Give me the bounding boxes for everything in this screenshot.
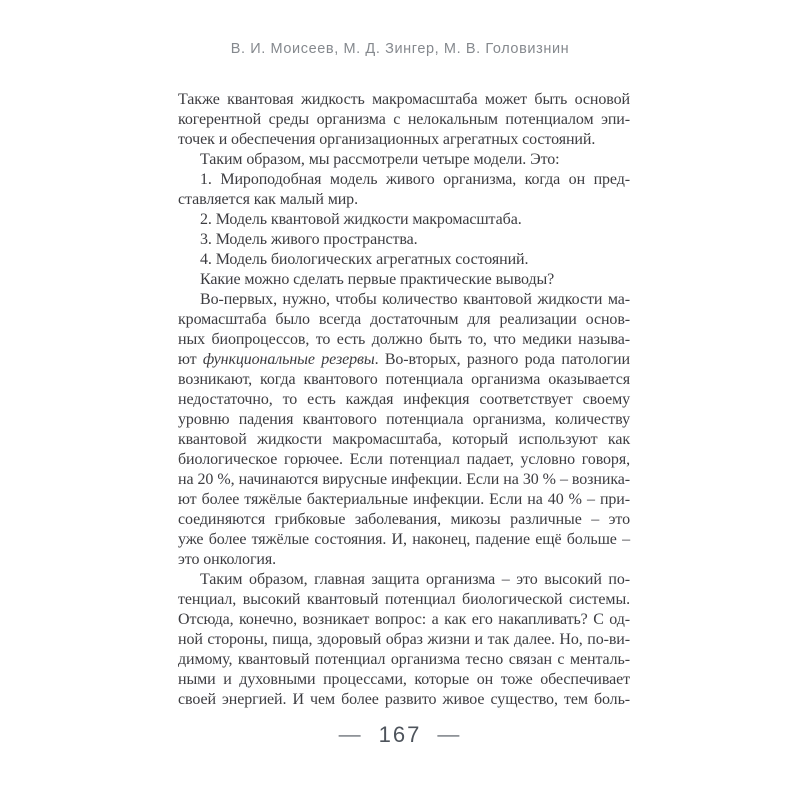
text-line: точек и обеспечения организационных агрегатных состояний. xyxy=(178,131,596,148)
text-line: ют функциональные резервы. Во-вторых, разного рода патологии xyxy=(178,351,630,368)
text-line: Во-первых, нужно, чтобы количество квантовой жидкости ма- xyxy=(200,291,630,308)
text-line: ными и духовными процессами, которые он тоже обеспечивает xyxy=(178,671,630,688)
text-line: Таким образом, главная защита организма – это высокий по- xyxy=(200,571,630,588)
running-header: В. И. Моисеев, М. Д. Зингер, М. В. Головизнин xyxy=(230,41,570,57)
text-line: 4. Модель биологических агрегатных состояний. xyxy=(200,251,529,268)
text-line: это онкология. xyxy=(178,551,277,568)
text-line: 3. Модель живого пространства. xyxy=(200,231,418,248)
text-line: уровню падения квантового потенциала организма, количеству xyxy=(178,411,630,428)
text-line: Какие можно сделать первые практические выводы? xyxy=(200,271,555,288)
text-line: Отсюда, конечно, возникает вопрос: а как его накапливать? С од- xyxy=(178,611,630,628)
body-text xyxy=(178,90,630,710)
text-line: ной стороны, пища, здоровый образ жизни и так далее. Но, по-ви- xyxy=(178,631,630,648)
text-line: 1. Мироподобная модель живого организма, когда он пред- xyxy=(200,171,630,188)
text-line: недостаточно, то есть каждая инфекция соответствует своему xyxy=(178,391,630,408)
text-line: ют более тяжёлые бактериальные инфекции. Если на 40 % – при- xyxy=(178,491,630,508)
text-line: ставляется как малый мир. xyxy=(178,191,358,208)
text-line: квантовой жидкости макромасштаба, который используют как xyxy=(178,431,630,448)
text-line: 2. Модель квантовой жидкости макромасштаба. xyxy=(200,211,522,228)
text-line: Также квантовая жидкость макромасштаба может быть основой xyxy=(178,91,630,108)
text-line: когерентной среды организма с нелокальным потенциалом эпи- xyxy=(178,111,630,128)
page-number-left-dash: — xyxy=(338,724,363,745)
text-line: возникают, когда квантового потенциала организма оказывается xyxy=(178,371,630,388)
text-line: своей энергией. И чем более развито живое существо, тем боль- xyxy=(178,691,630,708)
text-line: биологическое горючее. Если потенциал падает, условно говоря, xyxy=(178,451,630,468)
page-number-value: 167 xyxy=(378,722,422,747)
text-line: димому, квантовый потенциал организма тесно связан с менталь- xyxy=(178,651,630,668)
text-line: ных биопроцессов, то есть должно быть то, что медики называ- xyxy=(178,331,630,348)
text-line: Таким образом, мы рассмотрели четыре модели. Это: xyxy=(200,151,560,168)
text-line: тенциал, высокий квантовый потенциал биологической системы. xyxy=(178,591,630,608)
text-line: уже более тяжёлые состояния. И, наконец, падение ещё больше – xyxy=(178,531,630,548)
page-number xyxy=(0,722,800,748)
text-line: на 20 %, начинаются вирусные инфекции. Если на 30 % – возника- xyxy=(178,471,630,488)
text-line: кромасштаба было всегда достаточным для реализации основ- xyxy=(178,311,630,328)
text-line: соединяются грибковые заболевания, микозы различные – это xyxy=(178,511,630,528)
page-number-right-dash: — xyxy=(437,724,462,745)
